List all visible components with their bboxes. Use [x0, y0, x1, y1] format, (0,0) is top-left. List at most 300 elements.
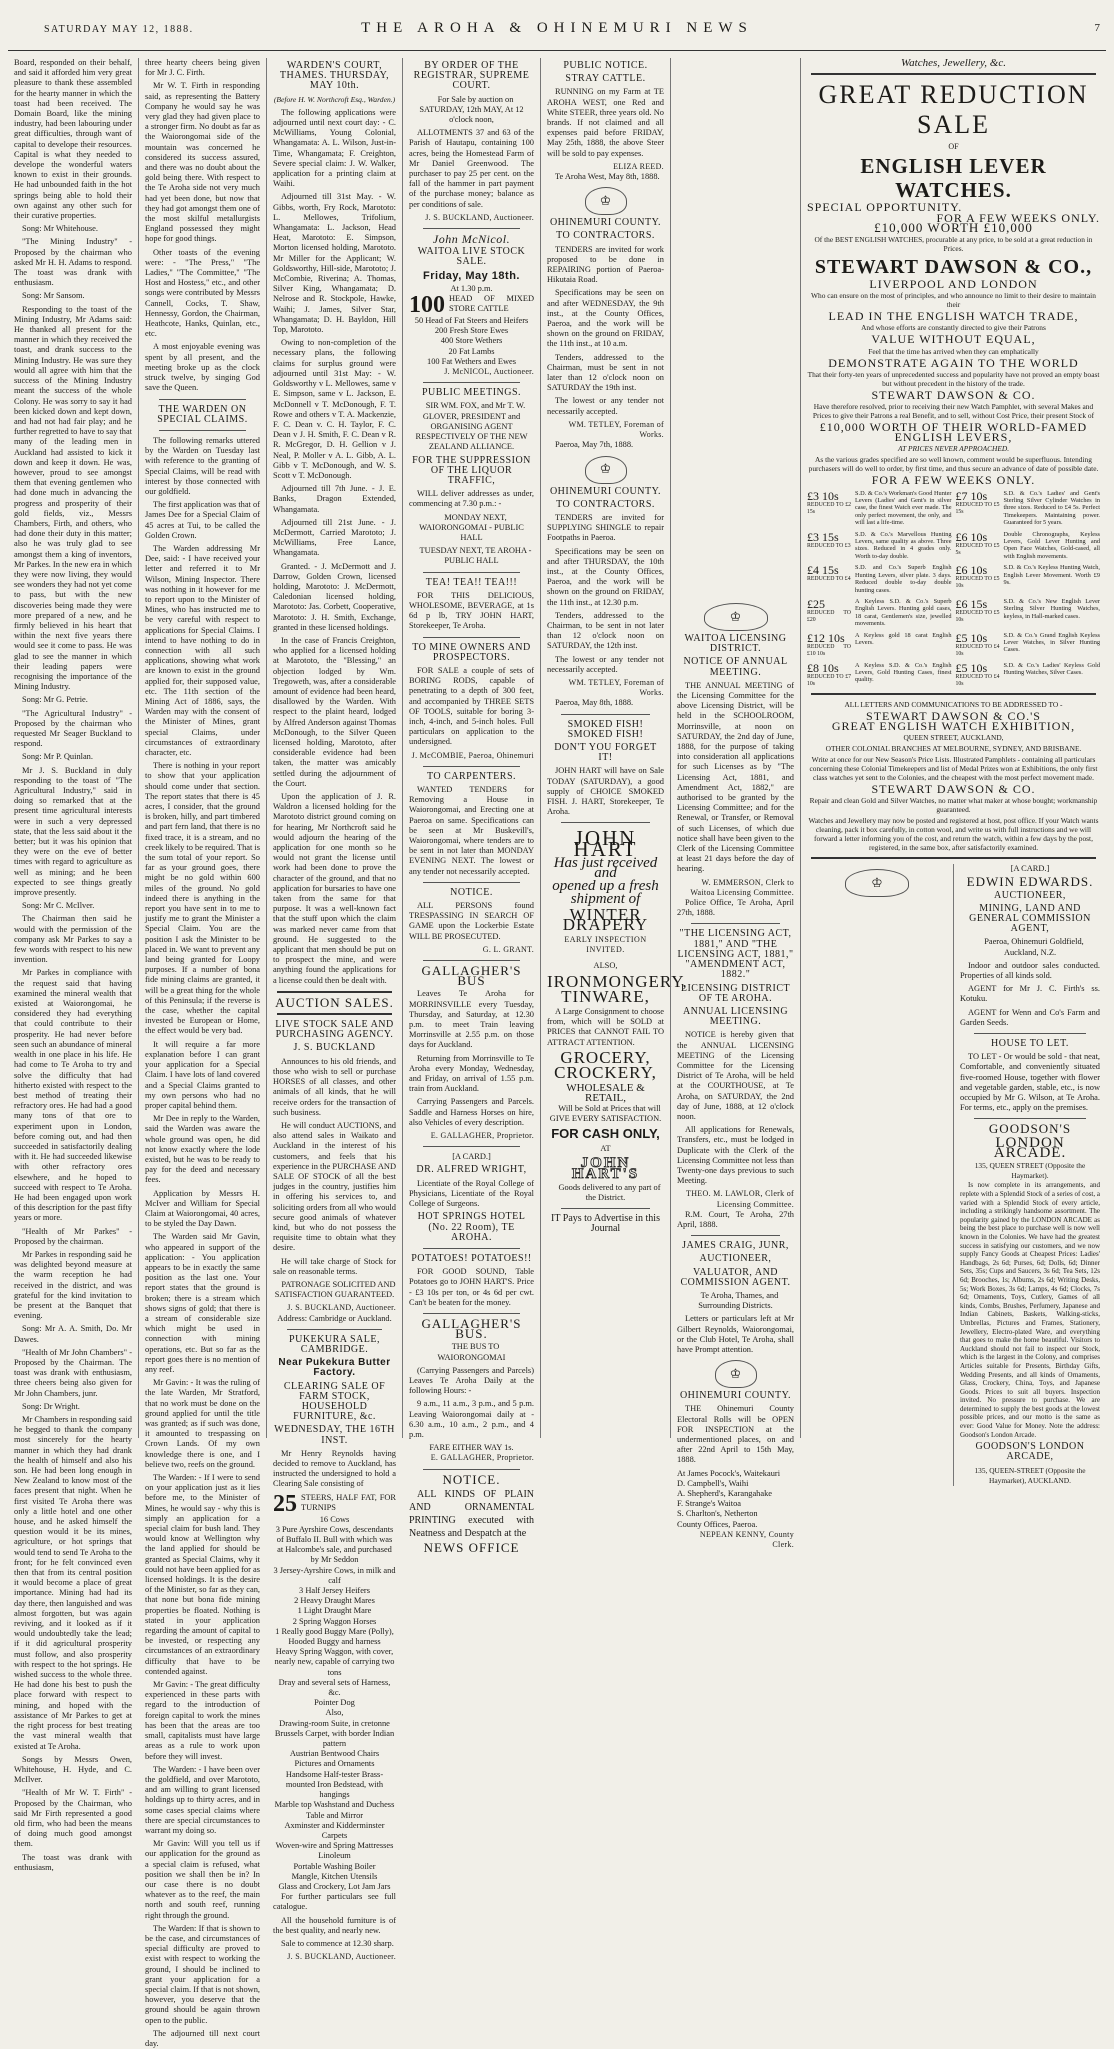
article-paragraph: Upon the application of J. R. Waldron a licensed holding for the Marototo district ground coming on for hearing, Mr Northcroft said he would adjourn the hearing of the application for one month so he would not grant the license until work had been done to prove the character of the ground, and that no application for bursaries to have one taken from the same for that purpose. It was a well-known fact that the stuff upon which the claim was marked never came from that ground. He suggested to the applicant that men should be put on to prospect the mine, and were anything found the applications for a license could then be dealt with.	[273, 792, 396, 985]
furniture-item: Portable Washing Boiler	[293, 1861, 376, 1871]
ad-paragraph: Sale to commence at 12.30 sharp.	[281, 1938, 394, 1948]
price-value: £12 10s	[807, 630, 845, 645]
ad-line: STEWART DAWSON & CO.'S	[866, 708, 1041, 723]
ad-paragraph: Announces to his old friends, and those who wish to sell or purchase HORSES of all classes, and other animals of all kinds, that he will receive orders for the transaction of such business.	[273, 1056, 396, 1117]
divider	[561, 714, 650, 715]
ad-name: J. S. BUCKLAND	[293, 1042, 376, 1054]
ad-line: STEWART DAWSON & CO.	[871, 781, 1036, 796]
divider	[287, 1329, 382, 1330]
display-line: JOHN HART'S	[571, 1155, 640, 1182]
article-paragraph: The toast was drank with enthusiasm,	[14, 1852, 132, 1872]
display-line: opened up a fresh	[552, 878, 659, 895]
cattle-count: 100	[409, 292, 445, 319]
ad-heading: PUBLIC MEETINGS.	[421, 387, 522, 399]
ad-signature: J. S. BUCKLAND, Auctioneer.	[425, 212, 534, 222]
ad-paragraph: MONDAY NEXT, WAIORONGOMAI - PUBLIC HALL	[419, 512, 524, 542]
ad-heading: DON'T YOU FORGET IT!	[554, 741, 657, 764]
ad-paragraph: Returning from Morrinsville to Te Aroha every Monday, Wednesday, and Friday, on arrival of 1.55 p.m. train from Auckland.	[409, 1053, 534, 1094]
ad-heading: WAITOA LICENSING DISTRICT.	[684, 633, 787, 655]
page-number: 7	[1094, 22, 1100, 34]
ad-paragraph: The lowest or any tender not necessarily accepted.	[547, 396, 664, 416]
display-line: GROCERY,	[560, 1047, 651, 1067]
stock-item: Dray and several sets of Harness, &c.	[278, 1677, 391, 1698]
price-cell	[807, 531, 851, 561]
price-description: A Keyless S.D. & Co.'s English Levers, Gold Hunting Cases, finest quality.	[855, 661, 952, 684]
price-note: REDUCED TO £5 10s	[955, 609, 1000, 623]
divider	[277, 1013, 392, 1015]
divider	[423, 1146, 520, 1147]
ad-paragraph: Will be Sold at Prices that will GIVE EVERY SATISFACTION.	[549, 1103, 662, 1123]
article-paragraph: Granted. - J. McDermott and J. Darrow, Golden Crown, licensed holding, Marototo: J. McDermott, Caledonian licensed holding, Marototo: Jas. Corbett, Cooperative, Marototo: J. H. Smith, Exchange, granted in these licensed holdings.	[273, 561, 396, 632]
price-cell	[956, 598, 1000, 628]
coat-of-arms-icon: ♔	[585, 456, 627, 484]
furniture-item: Handsome Half-tester Brass-mounted Iron Bedstead, with hangings	[285, 1769, 384, 1800]
steers-label: STEERS, HALF FAT, FOR TURNIPS	[301, 1492, 396, 1512]
furniture-item: Glass and Crockery, Lot Jam Jars	[278, 1881, 391, 1891]
place-item: At James Pocock's, Waitekauri	[677, 1468, 781, 1478]
cattle-line	[409, 292, 534, 319]
price-cell	[807, 564, 851, 594]
stock-item: 20 Fat Lambs	[448, 346, 495, 356]
ad-paragraph: Te Aroha, Thames, and Surrounding Districts.	[698, 1290, 779, 1311]
place-item: D. Campbell's, Waihi	[677, 1478, 749, 1488]
ad-signature: J. McCOMBIE, Paeroa, Ohinemuri	[411, 750, 534, 760]
ad-line: Repair and clean Gold and Silver Watches, no matter what maker at whose bought; workmanship guaranteed.	[809, 796, 1098, 815]
furniture-item: Marble top Washstand and Duchess Table and Mirror	[274, 1800, 395, 1820]
article-paragraph: three hearty cheers being given for Mr J. C. Firth.	[145, 58, 260, 78]
ad-paragraph: FOR SALE a couple of sets of BORING RODS, capable of penetrating to a depth of 300 feet, and accompanied by THREE SETS OF TOOLS, suitable for boring 3-inch, 4-inch, and 5-inch holes. Full particulars on application to the undersigned.	[409, 665, 534, 747]
stock-item: 3 Pure Ayrshire Cows, descendants of Buffalo II. Bull with which was at Halcombe's sale, and purchased by Mr Seddon	[275, 1524, 394, 1565]
place-item: S. Charlton's, Netherton	[677, 1509, 758, 1519]
article-paragraph: Songs by Messrs Owen, Whitehouse, H. Hyde, and C. McIlver.	[14, 1754, 132, 1785]
ad-line: £10,000 WORTH £10,000	[874, 219, 1033, 235]
ad-paragraph: WILL deliver addresses as under, commencing at 7.30 p.m.: -	[409, 489, 534, 509]
ad-line: QUEEN STREET, AUCKLAND,	[903, 732, 1004, 742]
price-description: S.D. & Co.'s Workman's Good Hunter Levers (Ladies' and Gent's in silver case, the finest Watch ever made. The only perfect movement, the only, and will last a life-time.	[855, 489, 952, 527]
ad-paragraph: A Large Consignment to choose from, which will be SOLD at PRICES that CANNOT FAIL TO ATTRACT ATTENTION.	[547, 1007, 664, 1047]
article-paragraph: The Warden said Mr Gavin, who appeared in support of the application: - You application appears to be in exactly the same position as the last one. Your report states that the ground is broken; there is a stream which shows signs of gold; that there is a stream of considerable size which might be used in connection with mining operations, etc. But so far as the report goes there is no mention of any reef.	[145, 1232, 260, 1374]
price-cell	[807, 632, 851, 658]
ad-paragraph: JOHN HART will have on Sale TODAY (SATURDAY), a good supply of CHOICE SMOKED FISH. J. HART, Storekeeper, Te Aroha.	[547, 766, 664, 817]
divider	[423, 960, 520, 961]
furniture-item: Woven-wire and Spring Mattresses	[275, 1841, 394, 1851]
price-note: REDUCED TO £4	[807, 576, 851, 583]
price-note: REDUCED TO £10 10s	[807, 643, 851, 657]
article-paragraph: Other toasts of the evening were: - "The Press," "The Ladies," "The Committee," "The Host and Hostess," etc., and other songs were contributed by Messrs Cannell, Cocks, T. Shaw, Hennessy, Gordon, the Chairman, Heathcote, Hanks, Quinlan, etc., etc.	[145, 247, 260, 339]
coat-of-arms-icon: ♔	[704, 603, 768, 631]
column-7	[800, 57, 1106, 1485]
price-cell	[807, 662, 851, 688]
ad-heading: CLEARING SALE OF FARM STOCK, HOUSEHOLD FURNITURE, &c.	[283, 1380, 386, 1423]
price-cell	[956, 662, 1000, 688]
price-description: S.D. and Co.'s Superb English Hunting Levers, silver plate. 3 days. Reduced double to-day double hunting cases.	[855, 564, 952, 594]
article-paragraph: "Health of Mr W. T. Firth" - Proposed by the Chairman, who said Mr Firth represented a good old firm, who had been the means of doing much good amongst them.	[14, 1788, 132, 1849]
price-cell	[807, 490, 851, 527]
divider	[561, 1208, 650, 1209]
ad-paragraph: TENDERS are invited for work proposed to be done in REPAIRING portion of Paeroa-Hikutaia Road.	[547, 244, 664, 285]
ad-headline: GOODSON'S	[988, 1121, 1072, 1137]
ad-paragraph: The lowest or any tender not necessarily accepted.	[547, 654, 664, 674]
ad-headline: GREAT REDUCTION SALE	[818, 80, 1089, 140]
column-5	[540, 58, 688, 1438]
stock-item: 2 Spring Waggon Horses	[292, 1616, 377, 1626]
article-paragraph: Mr J. S. Buckland in duly responding to the toast of "The Agricultural Industry," said in doing so remarked that at the present time agricultural interests were in such a very depressed state, that the less said about it the better; but it was his opinion that they were on the eve of better times with regard to agriculture as well as mining; and he been expected to see things greatly improve presently.	[14, 765, 132, 898]
price-note: REDUCED TO £2 15s	[807, 501, 851, 515]
ad-signature: J. S. BUCKLAND, Auctioneer.	[287, 1303, 396, 1313]
ad-line: GOODSON'S LONDON ARCADE,	[975, 1441, 1085, 1463]
ad-heading: PUKEKURA SALE, CAMBRIDGE.	[289, 1333, 380, 1355]
article-paragraph: "The Agricultural Industry" - Proposed by the chairman who requested Mr Seager Buckland to respond.	[14, 708, 132, 749]
ad-line: £10,000 WORTH OF THEIR WORLD-FAMED ENGLISH LEVERS,	[819, 420, 1088, 445]
article-paragraph: Mr W. T. Firth in responding said, as representing the Battery Company he would say he was very glad they had given place to a stronger firm. No doubt as far as the Waiorongomai side of the mountain was concerned he considered its success assured, and there was no doubt about the gold being there. With respect to the Te Aroha side not very much had yet been done, but now that they had got amongst them one of the most skilful metallurgists England possessed they might hope for good things.	[145, 81, 260, 244]
price-description: S.D. & Co.'s Ladies' Keyless Gold Hunting Watches, Silver Cases.	[1003, 661, 1100, 676]
ad-heading: "THE LICENSING ACT, 1881," AND "THE LICENSING ACT, 1881," "AMENDMENT ACT, 1882."	[677, 928, 794, 981]
price-value: £5 10s	[955, 660, 988, 675]
ad-paragraph: SIR WM. FOX, and Mr T. W. GLOVER, PRESIDENT and ORGANISING AGENT RESPECTIVELY OF THE NEW ZEALAND ALLIANCE.	[415, 401, 528, 452]
ad-heading: John McNicol.	[432, 232, 511, 247]
article-paragraph: Mr Gavin: - It was the ruling of the late Warden, Mr Stratford, that no work must be done on the ground applied for until the title was granted; as if such was done, it amounted to trespassing on Crown Lands. Of my own knowledge there is one, and I believe two, reefs on the ground.	[145, 1378, 260, 1469]
display-line: AT	[600, 1144, 611, 1154]
ad-paragraph: TENDERS are invited for SUPPLYING SHINGLE to repair Footpaths in Paeroa.	[547, 512, 664, 543]
ad-paragraph: Goods delivered to any part of the District.	[558, 1182, 661, 1203]
price-description: A Keyless gold 18 carat English Levers.	[855, 631, 952, 646]
divider	[423, 1313, 520, 1314]
price-note: REDUCED TO £3	[807, 542, 851, 549]
coat-of-arms-icon: ♔	[845, 869, 909, 897]
place-item: F. Strange's Waitoa	[677, 1499, 741, 1509]
ad-signature: THEO. M. LAWLOR, Clerk of Licensing Committee.	[686, 1189, 794, 1209]
ad-paragraph: He will conduct AUCTIONS, and also attend sales in Waikato and Auckland in the interest of his customers, and feels that his experience in the PURCHASE AND SALE OF STOCK of all the best judges in the country, justifies him in offering his services to, and soliciting orders from all who would secure good animals of whatever kind, but who do not possess the requisite time to obtain what they desire.	[273, 1120, 396, 1253]
ad-signature: WM. TETLEY, Foreman of Works.	[568, 419, 664, 440]
stock-item: 3 Half Jersey Heifers	[299, 1586, 370, 1596]
ad-heading: NEWS OFFICE	[423, 1539, 520, 1555]
divider	[423, 1469, 520, 1470]
ad-paragraph: Is now complete in its arrangements, and replete with a Splendid Stock of a series of cost, a varied with a Splendid Stock of every article, including a strikingly handsome assortment. The popularity gained by the LONDON ARCADE as being the best place to purchase well is now well known in the Colonies. We have had the greatest success in satisfying our customers, and we now supply Fancy Goods at Cheapest Prices: Ladies' Handbags, 2s 6d; Purses, 6d; Dolls, 6d; Dinner Sets, 35s; Cups and Saucers, 3s 6d; Tea Sets, 12s 6d; Brooches, 1s; Albums, 2s 6d; Writing Desks, 5s; Work Boxes, 3s 6d; Lamps, 4s 6d; Clocks, 7s 6d; Ornaments, Toys, Cutlery, Games of all kinds, Combs, Brushes, Perfumery, Japanese and Indian Cabinets, Baskets, Walking-sticks, Umbrellas, Pictures and Frames, Stationery, Jewellery, Electro-plated Ware, and everything that goes to make the home beautiful. Visitors to Auckland should not fail to inspect our Stock, which is the largest in the Colony, and comprises Articles suitable for Presents, Birthday Gifts, Wedding Presents, and all kinds of Ornaments, Glass, Crockery, China, Toys, and Japanese Goods. Prices to suit all buyers. Inspection invited. No pressure to purchase. We are determined to supply the best goods at the lowest possible prices, and our motto is the same as ever: Good Value for Money. Note the address: Goodson's London Arcade.	[960, 1181, 1100, 1439]
ad-heading: AUCTIONEER,	[699, 1253, 772, 1265]
ad-line: As the various grades specified are so well known, comment would be superfluous. Intending purchasers will do well to order, by first time, and thus secure an advance of date of possible date.	[808, 455, 1099, 474]
ad-signature: NEPEAN KENNY, County Clerk.	[699, 1529, 794, 1550]
price-value: £6 10s	[955, 563, 988, 578]
display-line: WHOLESALE & RETAIL,	[566, 1082, 645, 1105]
column-6	[670, 58, 800, 1550]
article-paragraph: Board, responded on their behalf, and said it afforded him very great pleasure to thank these assembled for the hearty manner in which the toast had been received. The Domain Board, like the mining industry, had been labouring under great difficulties, through want of capital to develope their resources. Capital is what they needed to develope the wonderful waters known to exist in their grounds. He had unbounded faith in the hot springs being able to hold their own against any other such for their curative properties.	[14, 58, 132, 221]
stock-item: 3 Jersey-Ayrshire Cows, in milk and calf	[273, 1565, 396, 1585]
article-paragraph: Mr Dee in reply to the Warden, said the Warden was aware the whole ground was open, he did not know exactly where the lode existed, but he was to be ready to pay for the deed and necessary fees.	[145, 1114, 260, 1185]
divider	[159, 430, 246, 431]
article-paragraph: Adjourned till 31st May. - W. Gibbs, worth, Fry Rock, Marototo: L. Mellowes, Trifolium, Whangamata: L. Jackson, Head Heat, Marototo: E. Simpson, Morton licensed holding, Marototo. Mr Miller for the Applicant; W. Goldsworthy, Hill-side, Marototo; J. McCombie, Riverina; A. Thomas, Silver King, Whangamata; D. Nelrose and R. Stockpole, Hawke, Waihi; J. James, Silver Star, Whangamata; D. H. Bayldon, Hill Top, Marototo.	[273, 192, 396, 335]
price-description: S.D. & Co.'s Keyless Hunting Watch, English Lever Movement. Worth £9 9s.	[1003, 564, 1100, 587]
stock-list	[273, 1515, 396, 1709]
section-label: Watches, Jewellery, &c.	[901, 57, 1006, 69]
ad-paragraph: FOR GOOD SOUND, Table Potatoes go to JOHN HART'S. Price - £3 10s per ton, or 4s 6d per cwt. Can't be beaten for the money.	[409, 1267, 534, 1307]
ad-heading: GALLAGHER'S BUS	[421, 963, 522, 989]
ad-date: Police Office, Te Aroha, April 27th, 1888.	[677, 898, 794, 918]
ad-date: Paeroa, May 7th, 1888.	[555, 440, 634, 450]
ad-signature: E. GALLAGHER, Proprietor.	[430, 1131, 534, 1141]
display-line: EARLY INSPECTION INVITED.	[564, 935, 647, 955]
ad-paragraph: RUNNING on my Farm at TE AROHA WEST, one Red and White STEER, three years old. No brands. If not claimed and all expenses paid before FRIDAY, May 25th, 1888, the above Steer will be sold to pay expenses.	[547, 87, 664, 158]
cattle-label: HEAD OF MIXED STORE CATTLE	[449, 294, 534, 314]
divider	[423, 766, 520, 767]
ad-date: WEDNESDAY, THE 16TH INST.	[274, 1424, 395, 1446]
price-cell	[956, 632, 1000, 658]
article-paragraph: "The Mining Industry" - Proposed by the chairman who asked Mr H. H. Adams to respond. The toast was drank with enthusiasm.	[14, 237, 132, 288]
ad-line: 135, QUEEN STREET (Opposite the Haymarket).	[974, 1161, 1086, 1181]
ad-paragraph: ALL PERSONS found TRESPASSING IN SEARCH OF GAME upon the Lockerbie Estate WILL BE PROSECUTED.	[409, 901, 534, 941]
ad-paragraph: All the household furniture is of the best quality, and nearly new.	[273, 1915, 396, 1935]
ad-paragraph: AGENT for Mr J. C. Firth's ss. Kotuku.	[960, 984, 1100, 1004]
ad-headline: ENGLISH LEVER WATCHES.	[860, 154, 1047, 203]
ad-heading: HOT SPRINGS HOTEL (No. 22 Room), TE AROHA.	[417, 1211, 526, 1243]
ad-paragraph: (Carrying Passengers and Parcels) Leaves Te Aroha Daily at the following Hours: -	[409, 1365, 534, 1396]
ad-paragraph: Specifications may be seen on and after THURSDAY, the 10th inst., at the County Offices, Paeroa, and the work will be shown on the ground on FRIDAY, the 11th inst., at 12.30 p.m.	[547, 546, 664, 607]
ad-address: Address: Cambridge or Auckland.	[277, 1313, 392, 1323]
ad-signature: WM. TETLEY, Foreman of Works.	[568, 677, 664, 698]
price-description: A Keyless S.D. & Co.'s Superb English Levers. Hunting gold cases, 18 carat, Gentlemen's size, jewelled movements.	[855, 597, 952, 628]
furniture-item: Linoleum	[318, 1851, 351, 1861]
steers-count: 25	[273, 1490, 297, 1517]
divider	[423, 1248, 520, 1249]
columns	[8, 57, 1106, 2048]
ad-line: SPECIAL OPPORTUNITY.	[807, 200, 963, 215]
ad-line: OF	[948, 142, 959, 152]
ad-heading: JAMES CRAIG, JUNR,	[682, 1240, 789, 1252]
song-line: Song: Mr A. A. Smith, Do. Mr Dawes.	[14, 1324, 132, 1344]
ad-line: AUCTIONEER,	[994, 889, 1066, 901]
advertise-line: IT Pays to Advertise in this Journal	[551, 1213, 660, 1235]
display-line: TINWARE,	[561, 986, 650, 1006]
ad-paragraph: Carrying Passengers and Parcels. Saddle and Harness Horses on hire, also Vehicles of every description.	[409, 1097, 534, 1127]
price-description: S.D. & Co.'s Marvellous Hunting Levers, same quality as above. Three sizes. Reduced in 4 grades only. Worth to-day double.	[855, 530, 952, 560]
price-value: £4 15s	[807, 563, 839, 578]
ad-paragraph: Specifications may be seen on and after WEDNESDAY, the 9th inst., at the County Offices, Paeroa, and the work will be shown on the ground on FRIDAY, the 11th inst., at 10 a.m.	[547, 288, 664, 349]
display-line: shipment of	[570, 891, 641, 908]
article-paragraph: Mr Parkes in responding said he was delighted beyond measure at the warm reception he had received in the district, and was grateful for the kind invitation to be present at the Banquet that evening.	[14, 1249, 132, 1321]
ad-signature: W. EMMERSON, Clerk to Waitoa Licensing Committee.	[690, 877, 794, 897]
coat-of-arms-icon: ♔	[585, 187, 627, 215]
price-note: REDUCED TO £5 10s	[955, 576, 1000, 590]
ad-line: LEAD IN THE ENGLISH WATCH TRADE,	[828, 309, 1079, 324]
ad-heading: TEA! TEA!! TEA!!!	[425, 576, 518, 588]
price-note: REDUCED TO £5 15s	[955, 501, 1000, 515]
ad-heading: HOUSE TO LET.	[991, 1038, 1069, 1049]
ad-line: That their forty-ten years of unprecedented success and popularity have not proved an empty boast but without precedent in the history of the trade.	[807, 369, 1100, 388]
price-note: REDUCED TO £4 10s	[955, 643, 1000, 657]
stock-item: 2 Heavy Draught Mares	[294, 1596, 375, 1606]
article-paragraph: Responding to the toast of the Mining Industry, Mr Adams said: He thanked all present for the manner in which they received the toast, and drank success to the Mining Industry. He was sure they would all agree with him that the success of the Mining Industry meant the success of the whole Colony. He was sorry to say it had been kicked down and kept down, and had not had fair play; and he further regretted to have to say that many of the leading men in Auckland had assisted to kick it down and keep it down. He was, however, proud to see amongst them that evening gentlemen who had done much in advancing the progress and prosperity of their gold fields, viz., Messrs Chambers, Firth, and others, who had done their duty in this matter; also he was truly glad to see amongst them a king of inventors, Mr Parkes. In the new era in which they were now living, they would see wonders they had not yet come to pass, but with the new discoveries being made they were more prepared of a new, and he firmly believed in his heart that within the next five years there would see it come to pass. He was glad to see the manner in which their leading papers were recognising the importance of the Mining Industry.	[14, 304, 132, 692]
ad-signature: J. S. BUCKLAND, Auctioneer.	[287, 1952, 396, 1962]
masthead-date: SATURDAY MAY 12, 1888.	[44, 24, 194, 35]
furniture-item: Austrian Bentwood Chairs	[289, 1749, 380, 1759]
divider	[811, 857, 1096, 859]
divider	[423, 382, 520, 383]
place-item: A. Shepherd's, Karangahake	[677, 1489, 772, 1499]
divider	[691, 923, 780, 924]
ad-heading: GALLAGHER'S BUS.	[421, 1315, 522, 1342]
article-paragraph: In the case of Francis Creighton, who applied for a licensed holding at Marototo, the "Blessing," an objection lodged by Wm. Tregoweth, was, after a considerable amount of evidence had been heard, disallowed by the Warden. With respect to the plaint heard, lodged by Alfred Anderson against Thomas McDonough, to the Silver Queen licensed holding, Marototo, after considerable evidence had been taken, the matter was amicably settled during the adjournment of the Court.	[273, 635, 396, 788]
ad-paragraph: FOR THIS DELICIOUS, WHOLESOME, BEVERAGE, at 1s 6d p lb, TRY JOHN HART, Storekeeper, Te Aroha.	[409, 590, 534, 631]
price-note: REDUCED TO £5 5s	[955, 542, 1000, 556]
stock-item: 1 Really good Buggy Mare (Polly), Hooded Buggy and harness	[275, 1626, 394, 1647]
divider	[423, 228, 520, 229]
divider	[974, 1118, 1086, 1119]
ad-heading: TO CARPENTERS.	[426, 770, 517, 782]
column-6-top-spacer	[677, 58, 794, 598]
coat-of-arms-icon: ♔	[715, 1360, 757, 1388]
ad-heading: LIVE STOCK SALE AND PURCHASING AGENCY.	[275, 1019, 394, 1041]
stock-item: Heavy Spring Waggon, with cover, nearly new, capable of carrying two tons	[274, 1647, 395, 1677]
ad-heading: TO CONTRACTORS.	[556, 498, 655, 510]
ad-time: At 1.30 p.m.	[450, 283, 493, 293]
split-left	[807, 864, 947, 1486]
article-paragraph: The following remarks uttered by the Warden on Tuesday last with reference to the granting of Special Claims, will be read with interest by those connected with our goldfield.	[145, 435, 260, 496]
display-name: JOHN HART	[573, 826, 638, 861]
ad-heading: OHINEMURI COUNTY.	[549, 217, 662, 229]
masthead-title: THE AROHA & OHINEMURI NEWS	[361, 20, 753, 36]
ad-date: R.M. Court, Te Aroha, 27th April, 1888.	[677, 1209, 794, 1229]
ad-heading: POTATOES! POTATOES!!	[411, 1252, 532, 1264]
price-cell	[956, 490, 1000, 527]
ad-line: STEWART DAWSON & CO.	[871, 387, 1036, 402]
stock-list	[409, 316, 534, 367]
ad-heading: TO CONTRACTORS.	[556, 230, 655, 242]
ad-line: 135, QUEEN-STREET (Opposite the Haymarket), AUCKLAND.	[974, 1465, 1086, 1485]
place-item: County Offices, Paeroa.	[677, 1519, 758, 1529]
ad-line: ALL LETTERS AND COMMUNICATIONS TO BE ADDRESSED TO -	[844, 699, 1063, 709]
ad-heading: VALUATOR, AND COMMISSION AGENT.	[680, 1266, 791, 1288]
furniture-list	[273, 1719, 396, 1892]
ad-signature: J. McNICOL, Auctioneer.	[444, 367, 534, 377]
price-table	[807, 490, 1100, 688]
ad-heading: PUBLIC NOTICE.	[563, 60, 648, 71]
article-paragraph: The first application was that of James Dee for a Special Claim of 45 acres at Tui, to be called the Golden Crown.	[145, 500, 260, 540]
article-paragraph: "Health of Mr John Chambers" - Proposed by the Chairman. The toast was drank with enthusiasm, three cheers being also given for Mr John Chambers, junr.	[14, 1347, 132, 1398]
ad-heading: STRAY CATTLE.	[565, 73, 646, 85]
ad-line: MINING, LAND AND GENERAL COMMISSION AGENT,	[969, 902, 1091, 935]
ad-line: OTHER COLONIAL BRANCHES AT MELBOURNE, SYDNEY, AND BRISBANE.	[825, 743, 1082, 753]
card-label: [A CARD.]	[452, 1152, 491, 1162]
article-paragraph: Owing to non-completion of the necessary plans, the following claims for surplus ground were adjourned until 31st May: - W. Goldsworthy v L. Mellowes, same v E. Simpson, same v L. Jackson, E. McDonnell v T. McDonough, F. T. Rowe and others v T. A. Mackenzie, F. C. Dean v. C. H. Taylor, F. C. Dean v J. H. Smith, F. C. Dean v R. R. McGregor, D. H. Gellion v J. Neal, P. Moller v A. L. Gibb, A. L. Gibb v T. McDonough, and W. S. Scott v T. McDonough.	[273, 338, 396, 480]
price-cell	[807, 598, 851, 628]
steers-line	[273, 1490, 396, 1517]
ad-headline: EDWIN EDWARDS.	[966, 874, 1094, 890]
furniture-item: Drawing-room Suite, in cretonne	[279, 1718, 390, 1728]
ad-line: AT PRICES NEVER APPROACHED.	[897, 444, 1010, 454]
ad-paragraph: TO LET - Or would be sold - that neat, Comfortable, and conveniently situated five-roomed House, together with flower and vegetable garden, stable, etc., is now occupied by Mr G. Wilson, at Te Aroha. For terms, etc., apply on the premises.	[960, 1052, 1100, 1113]
furniture-item: Pictures and Ornaments	[294, 1759, 375, 1769]
ad-line: FOR A FEW WEEKS ONLY.	[936, 210, 1100, 225]
ad-paragraph: ALLOTMENTS 37 and 63 of the Parish of Hautapu, containing 100 acres, being the Homestead Farm of Mr Daniel Greenwood. The purchaser to pay 25 per cent. on the fall of the hammer in part payment of the purchase money; balance as per conditions of sale.	[409, 128, 534, 209]
stock-item: 1 Light Draught Mare	[297, 1606, 372, 1616]
ad-paragraph: Tenders, addressed to the Chairman, must be sent in not later than 12 o'clock noon on SATURDAY the 19th inst.	[547, 352, 664, 393]
price-description: S.D. & Co.'s Grand English Keyless Lever Watches, in Silver Hunting Cases.	[1003, 631, 1100, 654]
ad-heading: OHINEMURI COUNTY.	[679, 1390, 792, 1402]
ad-paragraph: Leaves Te Aroha for MORRINSVILLE every Tuesday, Thursday, and Saturday, at 12.30 p.m. to meet Train leaving Morrinsville at 2.55 p.m. on those days for Auckland.	[409, 989, 534, 1050]
divider	[811, 73, 1096, 75]
ad-paragraph: THE Ohinemuri County Electoral Rolls will be OPEN FOR INSPECTION at the undermentioned places, on and after 22nd April to 15th May, 1888.	[677, 1404, 794, 1465]
furniture-item: Axminster and Kidderminster Carpets	[284, 1820, 385, 1840]
article-paragraph: The Warden: - If I were to send on your application just as it lies before me, to the Minister of Mines, he would say - why this is simply an application for a special claim for bush land. They would know at Wellington why the land applied for should be granted as Special Claims, why it could not have been applied for as licensed holdings. It is the desire of the Minister, so far as they can, that none but bona fide mining properties be floated. Nothing is stated in your application regarding the amount of capital to be invested, or respecting any circumstances of an extraordinary difficulty that have to be contended against.	[145, 1473, 260, 1676]
ad-headline: LONDON ARCADE.	[993, 1134, 1067, 1161]
bottom-split	[807, 864, 1100, 1486]
column-1	[8, 58, 138, 1872]
ad-line: Watches and Jewellery may now be posted and registered at host, post office. If your Watch wants cleaning, pack it box carefully, in cotton wool, and write us with full instructions and we will forward a letter informing you of the cost, and return the watch, within a few days by the post, registered, in the same box, after satisfactorily examined.	[808, 816, 1099, 853]
stock-item: Pointer Dog	[314, 1698, 355, 1708]
article-paragraph: "Health of Mr Parkes" - Proposed by the chairman.	[14, 1226, 132, 1246]
divider	[423, 572, 520, 573]
article-paragraph: The following applications were adjourned until next court day: - C. McWilliams, Young Colonial, Whangamata: A. L. Wilson, Just-in-Time, Whangamata; F. Creighton, Severe special claim: J. W. Walker, application for a printing claim at Waihi.	[273, 107, 396, 189]
article-paragraph: Mr Gavin: - The great difficulty experienced in these parts with regard to the introduction of foreign capital to work the mines has been that the areas are too small, capitalists must have large areas as a rule to work upon before they will invest.	[145, 1680, 260, 1761]
price-description: S.D. & Co.'s New English Lever Sterling Silver Hunting Watches, keyless, in Hall-marked cases.	[1003, 597, 1100, 620]
divider	[277, 991, 392, 993]
ad-paragraph: TUESDAY NEXT, TE AROHA - PUBLIC HALL	[419, 546, 532, 566]
article-paragraph: The Warden: If that is shown to be the case, and circumstances of special difficulty are proved to exist with respect to working the ground, I should be inclined to grant your application for a special claim. If that is not shown, however, you deserve that the ground should be again thrown open to the public.	[145, 1923, 260, 2025]
article-paragraph: Mr Gavin: Will you tell us if our application for the ground as a special claim is refused, what position we shall then be in? In our case there is no doubt whatever as to the reef, the main north and south reef, running right through the ground.	[145, 1839, 260, 1920]
article-paragraph: There is nothing in your report to show that your application should come under that section. The report states that there is 45 acres, I consider, that the ground is broken, hilly, and part timbered and part fern land, that there is no fixed trace, it is a stream, and no creek likely to be required. That is the sum total of your report. So far as your ground goes, there might be no gold within 600 miles of the ground. No gold indeed there is anything in the report you have sent in to me to justify me to grant the Minister a Special Claim. You are the position I ask the Minister to be placed in. We want to prevent any land being granted for Loopy purposes. If a number of bona fide mining claims are granted, it will be a great thing for the whole of this Peninsula; if the reverse is the case, whether the capital invested be European or Home, the effect would be very bad.	[145, 761, 260, 1036]
ad-line: Write at once for our New Season's Price Lists. Illustrated Pamphlets - containing all particulars concerning these Colonial Timekeepers and list of Medal Prizes won at Exhibitions, the only first class watches yet sent to the Colonies, and the cheapest with the most perfect movement made.	[809, 754, 1098, 782]
furniture-item: Mangle, Kitchen Utensils	[291, 1871, 378, 1881]
ad-heading: NOTICE.	[450, 886, 493, 898]
ad-paragraph: Paeroa, Ohinemuri Goldfield, Auckland, N.Z.	[984, 937, 1084, 957]
ad-line: FOR A FEW WEEKS ONLY.	[871, 473, 1036, 488]
price-description: Double Chronographs, Keyless Levers, Gold Lever Hunting and Open Face Watches, Gold-cased, all with English movements.	[1003, 530, 1100, 560]
song-line: Song: Mr Sansom.	[22, 291, 85, 301]
ad-paragraph: THE BUS TO WAIORONGOMAI	[437, 1342, 506, 1362]
section-heading: AUCTION SALES.	[275, 994, 394, 1010]
article-paragraph: Application by Messrs H. McIver and William for Special Claim at Waiorongomai, 40 acres, to be styled the Day Dawn.	[145, 1188, 260, 1229]
fare-line: FARE EITHER WAY 1s.	[429, 1443, 514, 1453]
article-heading: WARDEN'S COURT, THAMES. THURSDAY, MAY 10th.	[279, 60, 390, 92]
ad-heading: ANNUAL LICENSING MEETING.	[682, 1005, 789, 1028]
card-label: [A CARD.]	[1010, 864, 1050, 874]
ad-signature: ELIZA REED.	[613, 161, 664, 171]
ad-paragraph: NOTICE is hereby given that the ANNUAL LICENSING MEETING of the Licensing Committee for the Licensing District of Te Aroha, will be held at the COURTHOUSE, at Te Aroha, on SATURDAY, the 2nd day of June, 1888, at 12 o'clock noon.	[677, 1030, 794, 1121]
ad-heading: WAITOA LIVE STOCK SALE.	[417, 246, 526, 268]
stock-item: 50 Head of Fat Steers and Heifers	[414, 316, 529, 326]
price-note: REDUCED TO £4 10s	[955, 673, 1000, 687]
divider	[974, 1033, 1086, 1034]
ad-paragraph: All applications for Renewals, Transfers, etc., must be lodged in Duplicate with the Clerk of the Licensing Committee not less than Twenty-one days previous to such Meeting.	[677, 1125, 794, 1186]
ad-heading: OHINEMURI COUNTY.	[549, 485, 662, 497]
article-paragraph: The adjourned till next court day.	[145, 2028, 260, 2048]
article-paragraph: The Chairman then said he would with the permission of the company ask Mr Parkes to say a few words with respect to his new invention.	[14, 914, 132, 965]
song-line: Song: Mr C. McIlver.	[22, 901, 95, 911]
ad-paragraph: Letters or particulars left at Mr Gilbert Reynolds, Waiorongomai, or the Club Hotel, Te Aroha, shall have Prompt attention.	[677, 1314, 794, 1354]
column-4	[402, 58, 540, 1555]
ad-date: Friday, May 18th.	[423, 269, 520, 282]
song-line: Song: Mr P. Quinlan.	[22, 752, 93, 762]
price-cell	[956, 564, 1000, 594]
article-paragraph: Adjourned till 7th June. - J. E. Banks, Dragon Extended, Whangamata.	[273, 484, 396, 514]
display-line: Has just received and	[553, 854, 658, 881]
ad-paragraph: For Sale by auction on SATURDAY, 12th MAY, At 12 o'clock noon,	[419, 94, 524, 125]
article-paragraph: It will require a far more explanation before I can grant your application for a Special Claim. I have lots of land covered and a Special Claims granted to my own persons who had no proper capital behind them.	[145, 1039, 260, 1110]
article-paragraph: The Warden addressing Mr Dee, said: - I have received your letter and referred it to Mr Wilson, Mining Inspector. There was nothing in it however for me to report upon to the Minister of Mines, who has instructed me to be very careful with respect to applications for Special Claims. I intend to have nothing to do in connection with all such applications, showing what work are known to exist in the ground applied for, their supposed value, etc. The 11th section of the Mining Act of 1886, says, the Warden may with the consent of the Minister of Mines, grant special Claims, under circumstances of extraordinary character, etc.	[145, 543, 260, 757]
stock-item: 200 Fresh Store Ewes	[434, 326, 509, 336]
price-note: REDUCED TO £20	[807, 609, 851, 623]
ad-paragraph: He will take charge of Stock for sale on reasonable terms.	[273, 1256, 396, 1276]
price-value: £25	[807, 596, 825, 611]
divider	[159, 399, 246, 400]
price-value: £6 10s	[955, 529, 988, 544]
ad-heading: NOTICE OF ANNUAL MEETING.	[683, 656, 788, 678]
ad-paragraph: Indoor and outdoor sales conducted. Properties of all kinds sold.	[960, 960, 1100, 980]
ad-line: VALUE WITHOUT EQUAL,	[871, 332, 1036, 347]
price-note: REDUCED TO £7 10s	[807, 673, 851, 687]
ad-heading: NOTICE.	[442, 1471, 501, 1487]
article-paragraph: The Warden: - I have been over the goldfield, and over Marototo, and am willing to grant licensed holdings up to thirty acres, and in some cases special claims where there are special circumstances to warrant my doing so.	[145, 1764, 260, 1835]
ad-date: Paeroa, May 8th, 1888.	[555, 698, 634, 708]
